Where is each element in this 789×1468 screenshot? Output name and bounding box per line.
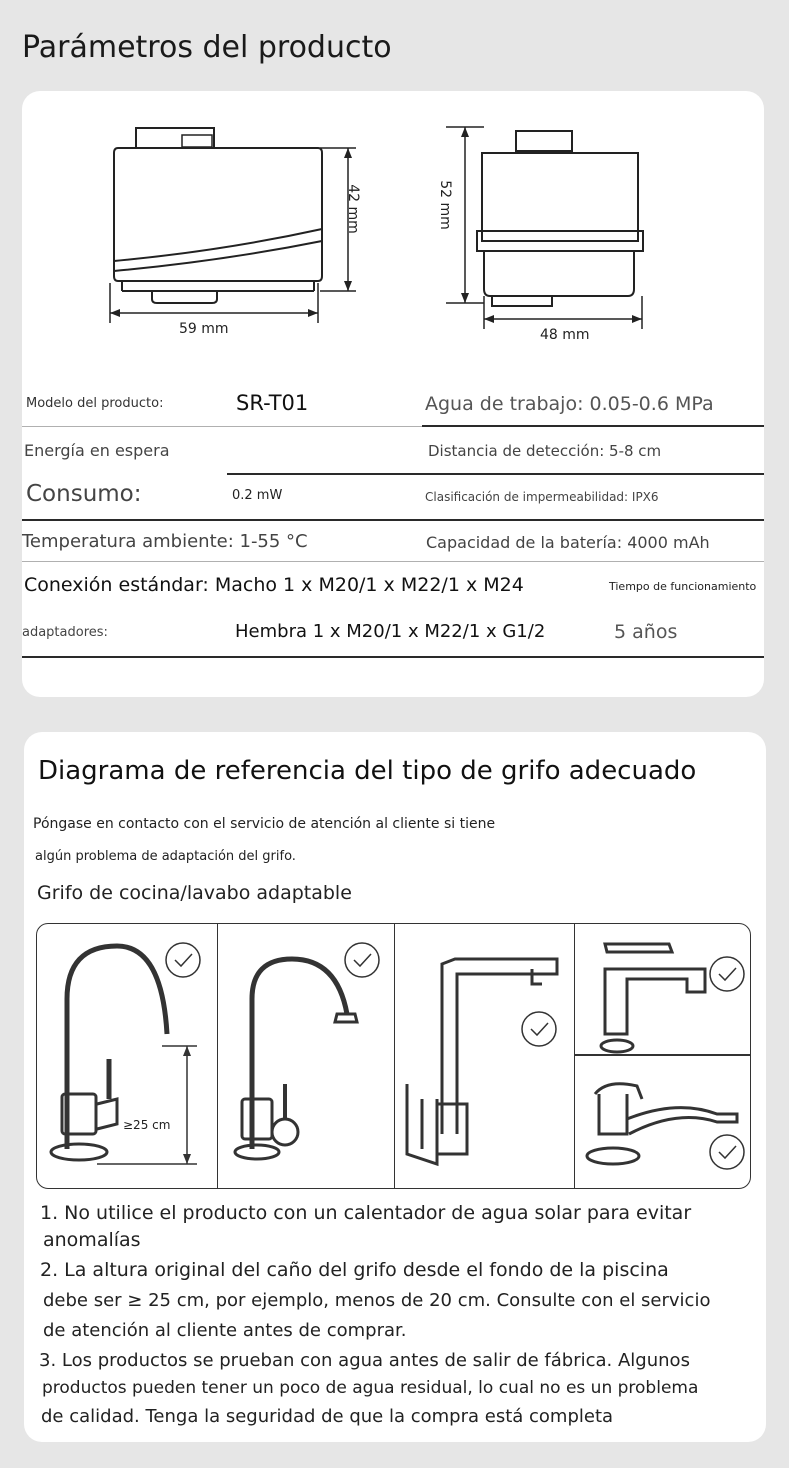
spec-temperature: Temperatura ambiente: 1-55 °C — [22, 531, 308, 552]
note-line: anomalías — [43, 1229, 141, 1251]
spec-consumption-label: Consumo: — [26, 481, 142, 507]
spec-waterproof: Clasificación de impermeabilidad: IPX6 — [425, 490, 659, 504]
note-line: 3. Los productos se prueban con agua antes de salir de fábrica. Algunos — [39, 1350, 690, 1371]
note-line: de atención al cliente antes de comprar. — [43, 1320, 407, 1341]
divider — [22, 519, 764, 521]
spec-model-label: Modelo del producto: — [26, 396, 164, 411]
product-parameters-card — [22, 91, 764, 697]
spec-working-water: Agua de trabajo: 0.05-0.6 MPa — [425, 393, 714, 415]
note-line: 2. La altura original del caño del grifo desde el fondo de la piscina — [40, 1259, 669, 1281]
dimension-label-42mm: 42 mm — [344, 184, 361, 234]
spec-model-value: SR-T01 — [236, 391, 309, 415]
contact-line-1: Póngase en contacto con el servicio de atención al cliente si tiene — [33, 816, 496, 832]
section-title: Diagrama de referencia del tipo de grifo adecuado — [38, 756, 697, 786]
divider — [22, 561, 764, 562]
note-line: productos pueden tener un poco de agua residual, lo cual no es un problema — [42, 1378, 699, 1398]
divider — [422, 425, 764, 427]
spec-battery: Capacidad de la batería: 4000 mAh — [426, 533, 710, 552]
page-title: Parámetros del producto — [22, 30, 392, 65]
faucet-reference-card — [24, 732, 766, 1442]
spec-adapters-label: adaptadores: — [22, 625, 108, 640]
spec-adapters-value: Hembra 1 x M20/1 x M22/1 x G1/2 — [235, 621, 546, 642]
subtitle: Grifo de cocina/lavabo adaptable — [37, 882, 352, 904]
contact-line-2: algún problema de adaptación del grifo. — [35, 849, 296, 864]
spec-connection: Conexión estándar: Macho 1 x M20/1 x M22/1 x M24 — [24, 574, 524, 596]
height-label: ≥25 cm — [123, 1118, 171, 1132]
divider — [22, 656, 764, 658]
divider — [227, 473, 764, 475]
faucet-illustrations — [37, 924, 750, 1188]
note-line: de calidad. Tenga la seguridad de que la compra está completa — [41, 1406, 614, 1427]
spec-detection: Distancia de detección: 5-8 cm — [428, 442, 662, 460]
spec-runtime-label: Tiempo de funcionamiento — [609, 580, 757, 593]
spec-standby-label: Energía en espera — [24, 441, 170, 460]
spec-consumption-value: 0.2 mW — [232, 488, 283, 503]
dimension-label-52mm: 52 mm — [436, 180, 453, 230]
faucet-grid — [36, 923, 751, 1189]
dimension-label-59mm: 59 mm — [179, 321, 229, 337]
note-line: debe ser ≥ 25 cm, por ejemplo, menos de 20 cm. Consulte con el servicio — [43, 1290, 711, 1311]
note-line: 1. No utilice el producto con un calentador de agua solar para evitar — [40, 1202, 692, 1224]
side-view-drawing — [22, 91, 764, 361]
dimension-label-48mm: 48 mm — [540, 327, 590, 343]
spec-runtime-value: 5 años — [614, 621, 678, 643]
